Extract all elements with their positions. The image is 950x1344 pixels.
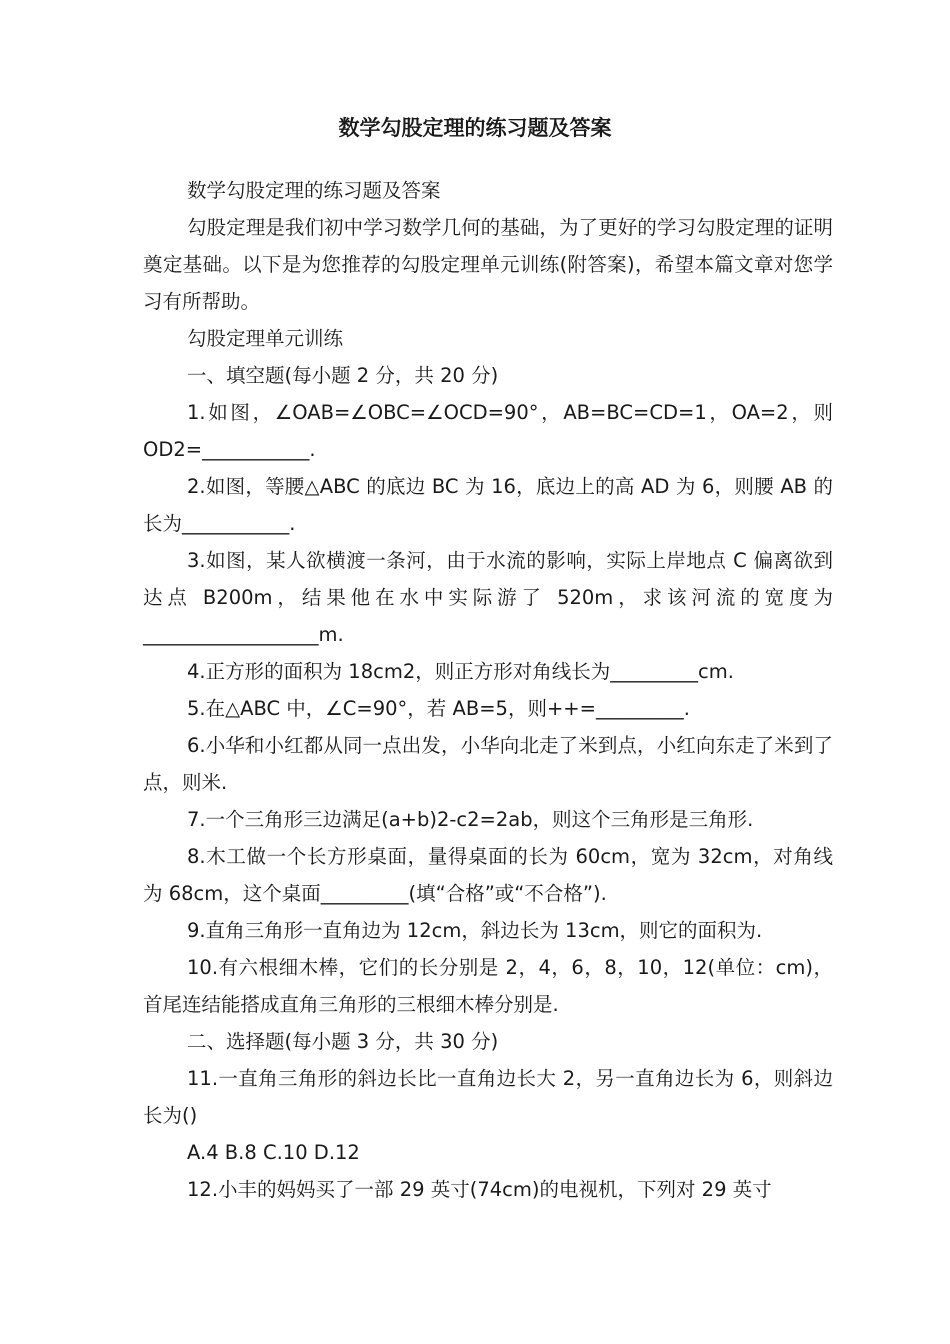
question-11: 11.一直角三角形的斜边长比一直角边长大 2，另一直角边长为 6，则斜边长为()	[143, 1067, 833, 1127]
paragraph-fill-in-heading: 一、填空题(每小题 2 分，共 20 分)	[187, 364, 499, 387]
question-1: 1.如图，∠OAB=∠OBC=∠OCD=90°，AB=BC=CD=1，OA=2，则 OD2=___________.	[143, 401, 833, 461]
paragraph-choice-heading: 二、选择题(每小题 3 分，共 30 分)	[187, 1030, 499, 1053]
question-2: 2.如图，等腰△ABC 的底边 BC 为 16，底边上的高 AD 为 6，则腰 AB 的长为___________.	[143, 475, 833, 535]
question-10: 10.有六根细木棒，它们的长分别是 2，4，6，8，10，12(单位：cm)，首尾连结能搭成直角三角形的三根细木棒分别是.	[143, 956, 833, 1016]
question-5: 5.在△ABC 中，∠C=90°，若 AB=5，则++=_________.	[187, 697, 690, 720]
question-11-options: A.4 B.8 C.10 D.12	[187, 1141, 360, 1164]
question-6: 6.小华和小红都从同一点出发，小华向北走了米到点，小红向东走了米到了点，则米.	[143, 734, 833, 794]
paragraph-subtitle: 数学勾股定理的练习题及答案	[187, 179, 441, 202]
document-title: 数学勾股定理的练习题及答案	[338, 116, 612, 140]
question-4: 4.正方形的面积为 18cm2，则正方形对角线长为_________cm.	[187, 660, 734, 683]
paragraph-section-heading: 勾股定理单元训练	[187, 327, 344, 350]
question-8: 8.木工做一个长方形桌面，量得桌面的长为 60cm，宽为 32cm，对角线为 68cm，这个桌面_________(填“合格”或“不合格”).	[143, 845, 833, 905]
paragraph-intro: 勾股定理是我们初中学习数学几何的基础，为了更好的学习勾股定理的证明奠定基础。以下是为您推荐的勾股定理单元训练(附答案)，希望本篇文章对您学习有所帮助。	[143, 216, 833, 313]
question-9: 9.直角三角形一直角边为 12cm，斜边长为 13cm，则它的面积为.	[187, 919, 763, 942]
question-12: 12.小丰的妈妈买了一部 29 英寸(74cm)的电视机，下列对 29 英寸	[187, 1178, 772, 1201]
document-body	[143, 172, 833, 1208]
question-3: 3.如图，某人欲横渡一条河，由于水流的影响，实际上岸地点 C 偏离欲到达点 B200m，结果他在水中实际游了 520m，求该河流的宽度为__________________m.	[143, 549, 833, 646]
question-7: 7.一个三角形三边满足(a+b)2-c2=2ab，则这个三角形是三角形.	[187, 808, 754, 831]
